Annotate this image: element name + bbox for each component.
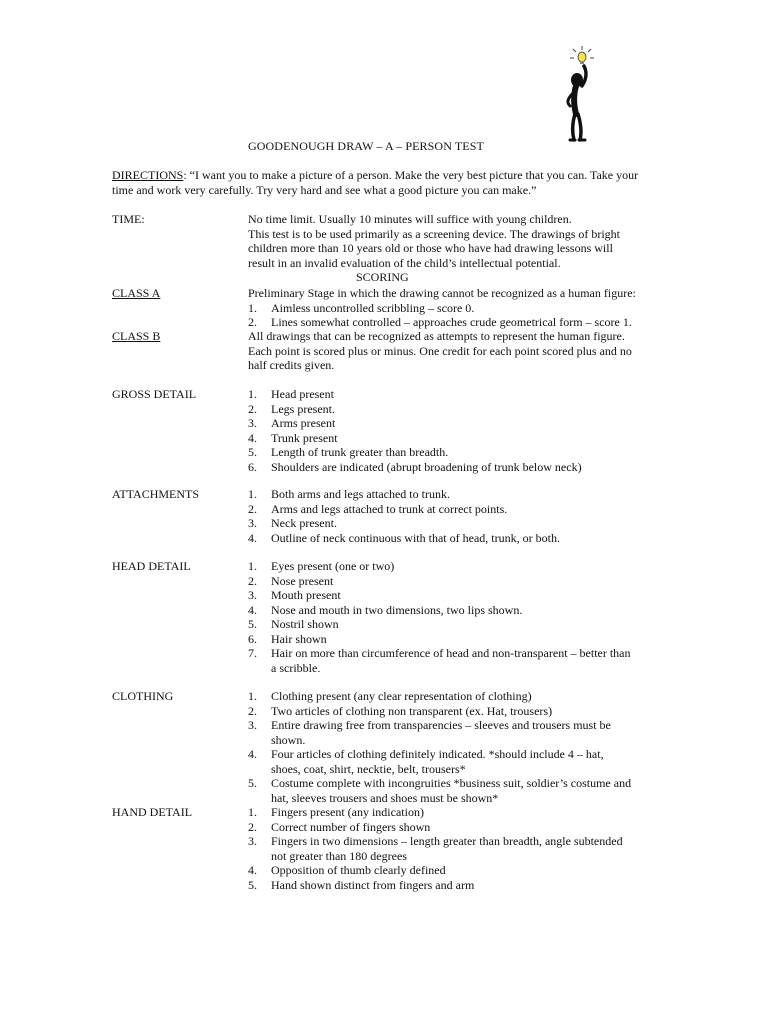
directions-label: DIRECTIONS: [112, 168, 184, 182]
class-b-line: Each point is scored plus or minus. One credit for each point scored plus and no: [248, 343, 632, 358]
item-text-continued: hat, sleeves trousers and shoes must be shown*: [271, 790, 499, 805]
item-text: Aimless uncontrolled scribbling – score 0.: [271, 300, 475, 315]
list-item: [248, 387, 668, 402]
item-number: 2.: [248, 703, 257, 718]
list-item: [248, 445, 668, 460]
item-text-continued: shoes, coat, shirt, necktie, belt, trousers*: [271, 761, 466, 776]
head-detail-section: [248, 559, 668, 675]
list-item: [248, 646, 668, 661]
time-line: result in an invalid evaluation of the child’s intellectual potential.: [248, 255, 561, 270]
item-number: 2.: [248, 819, 257, 834]
class-a-section: [248, 286, 668, 330]
item-text: Length of trunk greater than breadth.: [271, 445, 449, 459]
list-item: [248, 878, 668, 893]
item-text: Eyes present (one or two): [271, 559, 395, 573]
item-text: Costume complete with incongruities *business suit, soldier’s costume and: [271, 776, 632, 790]
item-number: 3.: [248, 718, 257, 732]
item-number: 1.: [248, 387, 257, 401]
item-text: Hand shown distinct from fingers and arm: [271, 877, 475, 892]
item-text: Shoulders are indicated (abrupt broadening of trunk below neck): [271, 459, 582, 474]
time-line: children more than 10 years old or those who have had drawing lessons will: [248, 241, 613, 255]
list-item: [248, 301, 668, 316]
item-number: 4.: [248, 530, 257, 545]
head-detail-label: HEAD DETAIL: [112, 559, 191, 573]
list-item: [248, 315, 668, 330]
item-text: Hair shown: [271, 631, 327, 646]
list-item: [248, 487, 668, 502]
item-number: 5.: [248, 445, 257, 459]
list-item: [248, 402, 668, 417]
class-a-label: CLASS A: [112, 286, 161, 300]
list-item: [248, 603, 668, 618]
list-item: [248, 460, 668, 475]
item-text-continued: a scribble.: [271, 660, 321, 675]
list-item: [248, 617, 668, 632]
list-item: [248, 574, 668, 589]
list-item: [248, 431, 668, 446]
item-text-continued: shown.: [271, 732, 306, 747]
item-number: 6.: [248, 631, 257, 646]
hand-detail-label: HAND DETAIL: [112, 805, 193, 819]
clothing-section: [248, 689, 668, 805]
item-text: Trunk present: [271, 430, 338, 445]
item-number: 1.: [248, 689, 257, 703]
hand-detail-section: [248, 805, 668, 892]
item-number: 7.: [248, 646, 257, 660]
class-b-section: [248, 329, 668, 373]
item-number: 1.: [248, 805, 257, 819]
list-item: [248, 632, 668, 647]
page-title: GOODENOUGH DRAW – A – PERSON TEST: [248, 139, 484, 153]
list-item: [248, 747, 668, 762]
list-item: [248, 531, 668, 546]
item-text: Clothing present (any clear representation of clothing): [271, 689, 532, 703]
item-text: Nostril shown: [271, 617, 339, 631]
item-text: Outline of neck continuous with that of head, trunk, or both.: [271, 530, 560, 545]
item-text: Lines somewhat controlled – approaches crude geometrical form – score 1.: [271, 315, 632, 329]
item-text: Neck present.: [271, 516, 337, 530]
item-text: Entire drawing free from transparencies – sleeves and trousers must be: [271, 718, 611, 732]
item-number: 2.: [248, 501, 257, 516]
item-number: 3.: [248, 416, 257, 430]
list-item: [248, 588, 668, 603]
item-text: Fingers present (any indication): [271, 805, 424, 819]
item-text: Four articles of clothing definitely indicated. *should include 4 – hat,: [271, 747, 604, 761]
item-text: Two articles of clothing non transparent (ex. Hat, trousers): [271, 703, 553, 718]
stick-figure-lightbulb-illustration: [560, 44, 620, 144]
item-number: 3.: [248, 834, 257, 848]
item-number: 4.: [248, 602, 257, 617]
list-item: [248, 559, 668, 574]
attachments-section: [248, 487, 668, 545]
time-line: This test is to be used primarily as a screening device. The drawings of bright: [248, 226, 621, 241]
item-number: 1.: [248, 487, 257, 501]
list-item: [248, 516, 668, 531]
item-text: Mouth present: [271, 588, 341, 602]
list-item: [248, 776, 668, 791]
item-text: Correct number of fingers shown: [271, 819, 431, 834]
list-item: [248, 689, 668, 704]
directions-text: : “I want you to make a picture of a person. Make the very best picture that you can. Take your time and work very carefully. Try very hard and see what a good picture you can make.”: [112, 168, 639, 197]
item-number: 2.: [248, 401, 257, 416]
list-item: [248, 805, 668, 820]
time-label: TIME:: [112, 212, 145, 226]
item-number: 5.: [248, 877, 257, 892]
item-text: Hair on more than circumference of head and non-transparent – better than: [271, 646, 631, 660]
directions-paragraph: [112, 168, 660, 198]
item-number: 3.: [248, 588, 257, 602]
item-text: Head present: [271, 387, 334, 401]
item-number: 4.: [248, 863, 257, 877]
list-item: [248, 820, 668, 835]
clothing-label: CLOTHING: [112, 689, 174, 703]
item-text: Fingers in two dimensions – length greater than breadth, angle subtended: [271, 834, 623, 848]
class-b-label: CLASS B: [112, 329, 161, 343]
time-section: [248, 212, 668, 270]
list-item: [248, 502, 668, 517]
class-a-intro: Preliminary Stage in which the drawing cannot be recognized as a human figure:: [248, 286, 636, 300]
item-number: 1.: [248, 300, 257, 315]
item-number: 1.: [248, 559, 257, 573]
list-item: [248, 704, 668, 719]
list-item: [248, 834, 668, 849]
item-number: 4.: [248, 747, 257, 761]
item-text-continued: not greater than 180 degrees: [271, 848, 407, 863]
class-b-line: All drawings that can be recognized as attempts to represent the human figure.: [248, 329, 625, 343]
time-line: No time limit. Usually 10 minutes will suffice with young children.: [248, 212, 572, 226]
item-text: Legs present.: [271, 401, 335, 416]
item-number: 2.: [248, 315, 257, 329]
item-text: Nose present: [271, 573, 334, 588]
scoring-heading: SCORING: [356, 270, 409, 284]
item-text: Arms and legs attached to trunk at correct points.: [271, 501, 508, 516]
list-item: [248, 416, 668, 431]
list-item: [248, 863, 668, 878]
item-text: Both arms and legs attached to trunk.: [271, 487, 450, 501]
class-b-line: half credits given.: [248, 358, 335, 372]
item-number: 3.: [248, 516, 257, 530]
gross-detail-section: [248, 387, 668, 474]
item-number: 4.: [248, 430, 257, 445]
list-item: [248, 718, 668, 733]
gross-detail-label: GROSS DETAIL: [112, 387, 197, 401]
item-number: 6.: [248, 459, 257, 474]
attachments-label: ATTACHMENTS: [112, 487, 200, 501]
item-text: Nose and mouth in two dimensions, two lips shown.: [271, 602, 523, 617]
item-number: 5.: [248, 617, 257, 631]
item-number: 5.: [248, 776, 257, 790]
item-text: Arms present: [271, 416, 336, 430]
item-number: 2.: [248, 573, 257, 588]
item-text: Opposition of thumb clearly defined: [271, 863, 446, 877]
